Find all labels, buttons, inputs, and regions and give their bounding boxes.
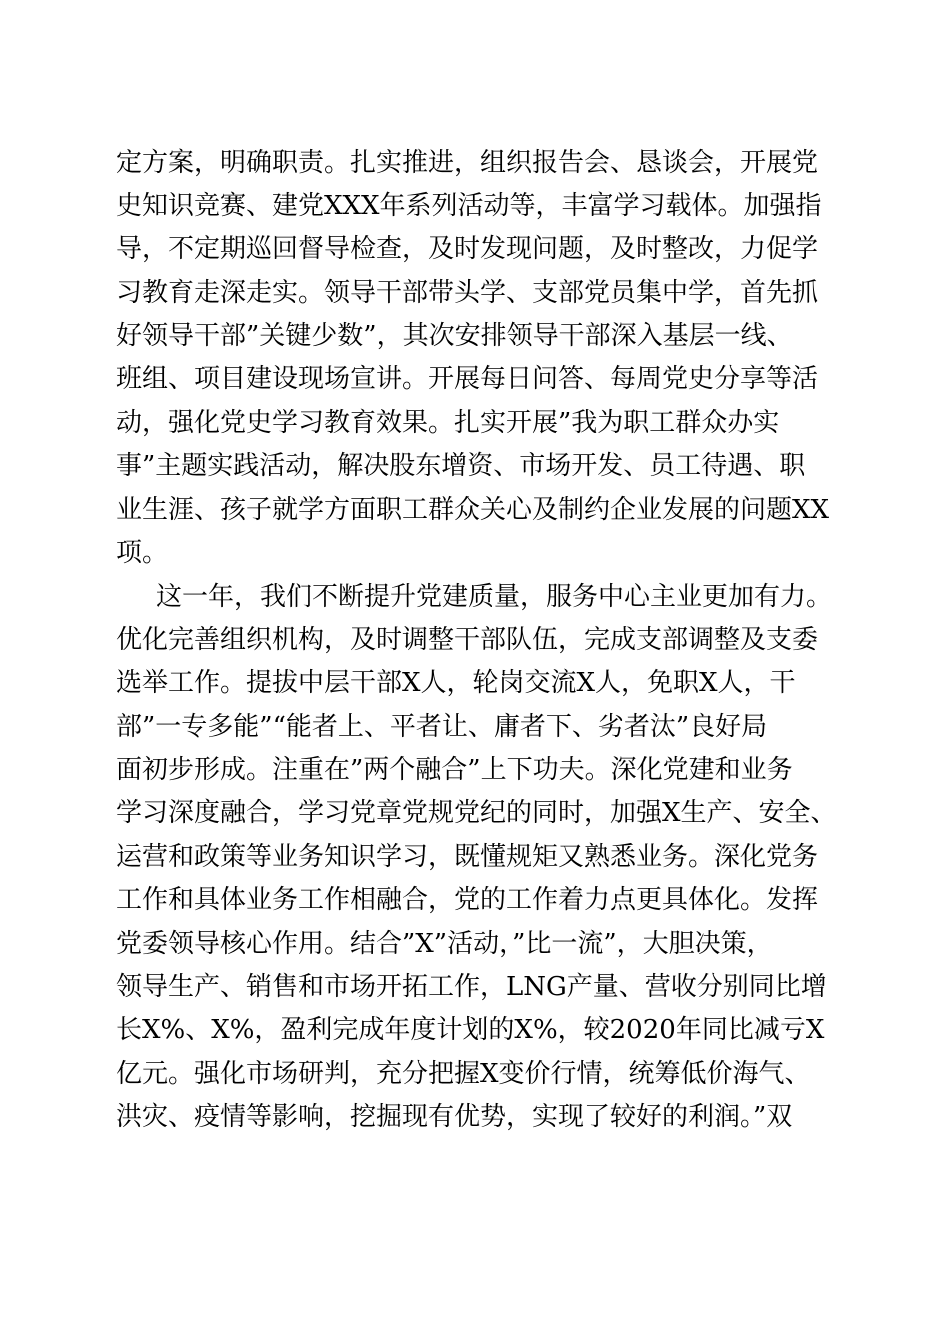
text-line: 长X%、X%，盈利完成年度计划的X%，较2020年同比减亏X bbox=[116, 1015, 825, 1045]
text-line: 优化完善组织机构，及时调整干部队伍，完成支部调整及支委 bbox=[116, 625, 819, 655]
text-line: 面初步形成。注重在”两个融合”上下功夫。深化党建和业务 bbox=[116, 755, 793, 785]
text-line: 定方案，明确职责。扎实推进，组织报告会、恳谈会，开展党 bbox=[116, 148, 819, 178]
text-line: 动，强化党史学习教育效果。扎实开展”我为职工群众办实 bbox=[116, 408, 780, 438]
text-line: 领导生产、销售和市场开拓工作，LNG产量、营收分别同比增 bbox=[116, 972, 827, 1002]
text-line: 选举工作。提拔中层干部X人，轮岗交流X人，免职X人，干 bbox=[116, 668, 796, 698]
text-line: 项。 bbox=[116, 538, 169, 568]
text-line: 洪灾、疫情等影响，挖掘现有优势，实现了较好的利润。”双 bbox=[116, 1102, 793, 1132]
text-line: 工作和具体业务工作相融合，党的工作着力点更具体化。发挥 bbox=[116, 885, 819, 915]
text-line: 史知识竞赛、建党XXX年系列活动等，丰富学习载体。加强指 bbox=[116, 191, 822, 221]
text-line: 导，不定期巡回督导检查，及时发现问题，及时整改，力促学 bbox=[116, 234, 819, 264]
paragraph-first-line: 这一年，我们不断提升党建质量，服务中心主业更加有力。 bbox=[156, 582, 833, 612]
text-line: 学习深度融合，学习党章党规党纪的同时，加强X生产、安全、 bbox=[116, 798, 837, 828]
text-line: 事”主题实践活动，解决股东增资、市场开发、员工待遇、职 bbox=[116, 451, 806, 481]
text-line: 部”一专多能”“能者上、平者让、庸者下、劣者汰”良好局 bbox=[116, 712, 768, 742]
text-line: 习教育走深走实。领导干部带头学、支部党员集中学，首先抓 bbox=[116, 278, 819, 308]
text-line: 班组、项目建设现场宣讲。开展每日问答、每周党史分享等活 bbox=[116, 364, 819, 394]
text-line: 运营和政策等业务知识学习，既懂规矩又熟悉业务。深化党务 bbox=[116, 842, 819, 872]
text-line: 好领导干部”关键少数”，其次安排领导干部深入基层一线、 bbox=[116, 321, 793, 351]
text-line: 党委领导核心作用。结合”X”活动，”比一流”，大胆决策， bbox=[116, 929, 773, 959]
text-line: 业生涯、孩子就学方面职工群众关心及制约企业发展的问题XX bbox=[116, 495, 830, 525]
text-line: 亿元。强化市场研判，充分把握X变价行情，统筹低价海气、 bbox=[116, 1059, 811, 1089]
